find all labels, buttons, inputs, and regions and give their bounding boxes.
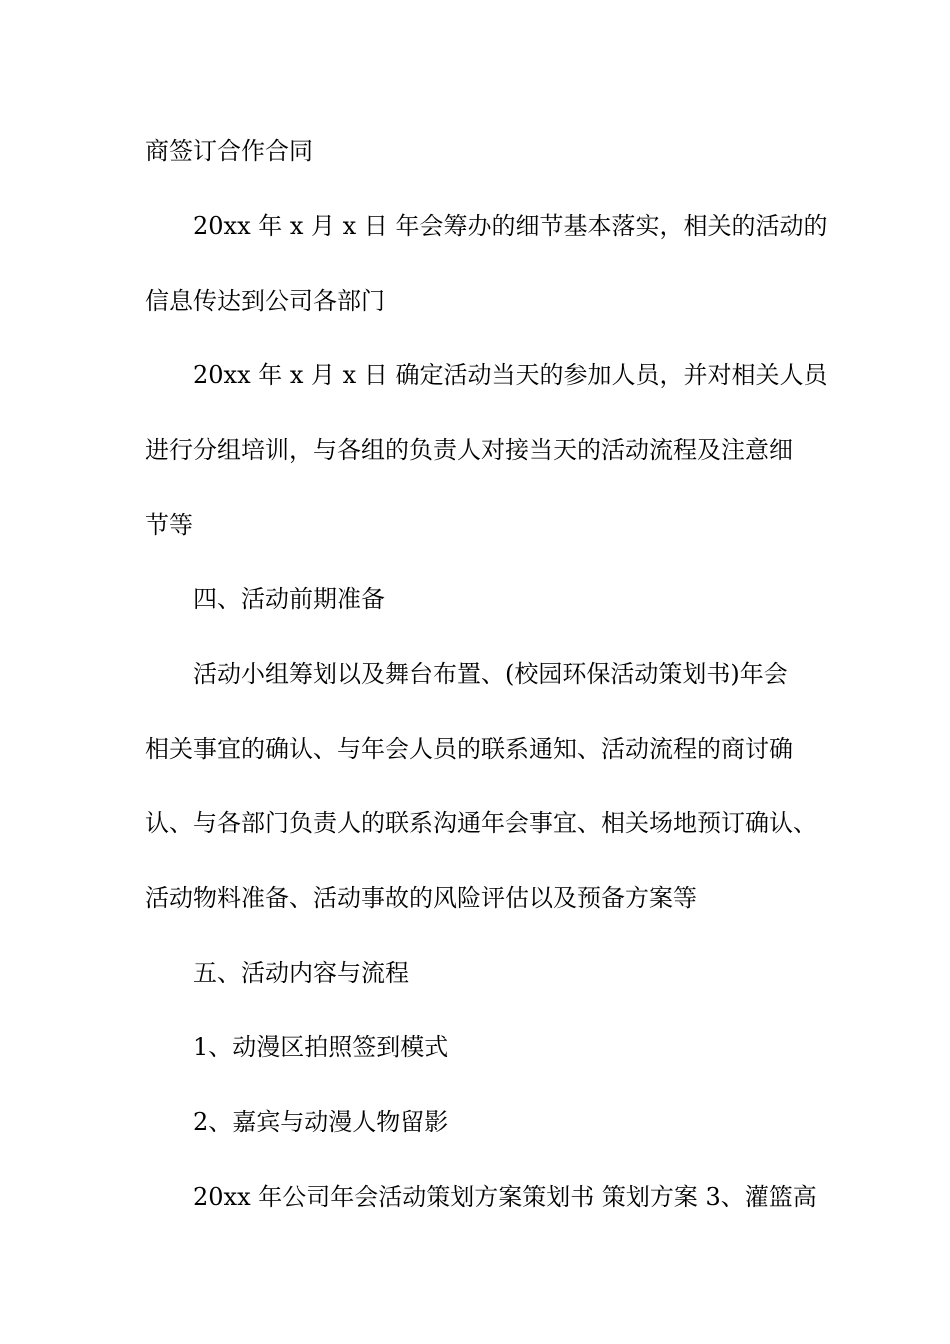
text-line: 活动物料准备、活动事故的风险评估以及预备方案等 [145, 884, 697, 912]
text-line-timeline-entry: 20xx 年 x 月 x 日 确定活动当天的参加人员，并对相关人员 [193, 361, 828, 389]
text-line-timeline-entry: 20xx 年 x 月 x 日 年会筹办的细节基本落实，相关的活动的 [193, 212, 828, 240]
list-item: 1、动漫区拍照签到模式 [193, 1033, 449, 1061]
text-line: 认、与各部门负责人的联系沟通年会事宜、相关场地预订确认、 [145, 809, 817, 837]
text-line: 20xx 年公司年会活动策划方案策划书 策划方案 3、灌篮高 [193, 1183, 817, 1211]
text-line-continuation: 商签订合作合同 [145, 137, 313, 165]
text-line: 信息传达到公司各部门 [145, 287, 385, 315]
text-line: 活动小组筹划以及舞台布置、(校园环保活动策划书)年会 [193, 660, 788, 688]
list-item: 2、嘉宾与动漫人物留影 [193, 1108, 449, 1136]
section-heading-preparation: 四、活动前期准备 [193, 585, 385, 613]
text-line: 节等 [145, 511, 193, 539]
text-line: 进行分组培训，与各组的负责人对接当天的活动流程及注意细 [145, 436, 793, 464]
text-line: 相关事宜的确认、与年会人员的联系通知、活动流程的商讨确 [145, 735, 793, 763]
section-heading-content: 五、活动内容与流程 [193, 959, 409, 987]
